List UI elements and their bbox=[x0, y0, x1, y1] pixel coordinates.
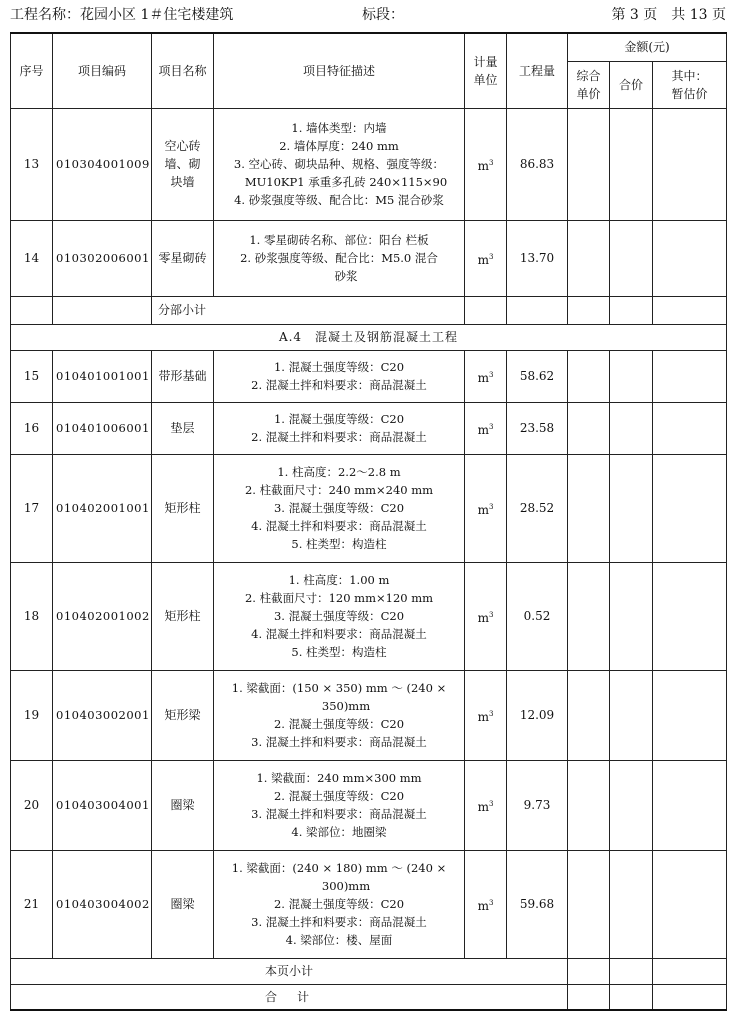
row-seq: 18 bbox=[11, 562, 53, 670]
desc-line: 1. 梁截面：(150 × 350) mm ～ (240 × bbox=[231, 681, 447, 695]
unit-text: m bbox=[477, 158, 489, 173]
row-desc bbox=[214, 562, 465, 670]
row-unit bbox=[465, 760, 507, 850]
header-total-price: 合价 bbox=[610, 61, 653, 108]
table-row bbox=[11, 760, 727, 850]
row-code: 010401006001 bbox=[53, 402, 152, 454]
desc-line: 1. 梁截面：240 mm×300 mm bbox=[256, 771, 422, 785]
row-unit bbox=[465, 670, 507, 760]
unit-sup: 3 bbox=[488, 709, 494, 718]
desc-line: 2. 混凝土拌和料要求：商品混凝土 bbox=[251, 430, 427, 444]
unit-text: m bbox=[477, 898, 489, 913]
row-qty: 13.70 bbox=[507, 220, 568, 296]
section-label: 标段： bbox=[362, 7, 404, 23]
row-provisional bbox=[653, 562, 727, 670]
row-total-price bbox=[610, 402, 653, 454]
unit-sup: 3 bbox=[488, 898, 494, 907]
row-qty: 28.52 bbox=[507, 454, 568, 562]
grand-total-row bbox=[11, 984, 727, 1010]
header-unit-price-line1: 综合 bbox=[576, 68, 601, 83]
desc-line: 3. 混凝土强度等级：C20 bbox=[273, 501, 405, 515]
unit-sup: 3 bbox=[488, 610, 494, 619]
row-provisional bbox=[653, 350, 727, 402]
row-provisional bbox=[653, 454, 727, 562]
row-code: 010403004001 bbox=[53, 760, 152, 850]
row-name: 圈梁 bbox=[152, 760, 214, 850]
page-indicator bbox=[611, 4, 726, 26]
desc-line: 砂浆 bbox=[334, 269, 358, 283]
desc-line: 4. 梁部位：地圈梁 bbox=[291, 825, 387, 839]
row-total-price bbox=[610, 670, 653, 760]
unit-text: m bbox=[477, 370, 489, 385]
row-unit bbox=[465, 402, 507, 454]
row-unit bbox=[465, 850, 507, 958]
row-unit bbox=[465, 454, 507, 562]
header-provisional-line1: 其中： bbox=[671, 68, 708, 83]
desc-line: 4. 梁部位：楼、屋面 bbox=[285, 933, 393, 947]
header-unit-price bbox=[568, 61, 610, 108]
row-total-price bbox=[610, 350, 653, 402]
row-unit-price bbox=[568, 108, 610, 220]
grand-total-label: 合 计 bbox=[11, 984, 568, 1010]
row-total-price bbox=[610, 850, 653, 958]
row-code: 010302006001 bbox=[53, 220, 152, 296]
row-qty: 23.58 bbox=[507, 402, 568, 454]
header-provisional bbox=[653, 61, 727, 108]
desc-line: 3. 混凝土强度等级：C20 bbox=[273, 609, 405, 623]
header-amount: 金额(元) bbox=[568, 33, 727, 61]
row-code: 010403004002 bbox=[53, 850, 152, 958]
row-unit bbox=[465, 220, 507, 296]
desc-line: 4. 混凝土拌和料要求：商品混凝土 bbox=[251, 519, 427, 533]
desc-line: 350)mm bbox=[321, 699, 371, 713]
desc-line: 300)mm bbox=[321, 879, 371, 893]
page-number: 第 3 页 bbox=[611, 7, 658, 23]
unit-sup: 3 bbox=[488, 252, 494, 261]
project-name: 工程名称：花园小区 1＃住宅楼建筑 bbox=[10, 7, 234, 23]
subtotal-row bbox=[11, 296, 727, 324]
table-row bbox=[11, 562, 727, 670]
row-provisional bbox=[653, 108, 727, 220]
row-desc bbox=[214, 108, 465, 220]
table-row bbox=[11, 108, 727, 220]
row-name-line: 块墙 bbox=[170, 175, 195, 189]
row-code: 010402001001 bbox=[53, 454, 152, 562]
row-unit bbox=[465, 108, 507, 220]
row-qty: 12.09 bbox=[507, 670, 568, 760]
header-code: 项目编码 bbox=[53, 33, 152, 108]
subtotal-label: 分部小计 bbox=[152, 296, 465, 324]
row-unit-price bbox=[568, 562, 610, 670]
table-row bbox=[11, 350, 727, 402]
row-name bbox=[152, 108, 214, 220]
unit-text: m bbox=[477, 422, 489, 437]
unit-sup: 3 bbox=[488, 799, 494, 808]
empty-cell bbox=[53, 296, 152, 324]
empty-cell bbox=[653, 296, 727, 324]
empty-cell bbox=[11, 296, 53, 324]
desc-line: 1. 梁截面：(240 × 180) mm ～ (240 × bbox=[231, 861, 447, 875]
header-qty: 工程量 bbox=[507, 33, 568, 108]
row-unit bbox=[465, 562, 507, 670]
row-unit-price bbox=[568, 850, 610, 958]
desc-line: 2. 混凝土强度等级：C20 bbox=[273, 789, 405, 803]
unit-text: m bbox=[477, 799, 489, 814]
row-qty: 59.68 bbox=[507, 850, 568, 958]
row-desc bbox=[214, 760, 465, 850]
row-name: 矩形柱 bbox=[152, 454, 214, 562]
row-desc bbox=[214, 402, 465, 454]
header-desc: 项目特征描述 bbox=[214, 33, 465, 108]
desc-line: 2. 柱截面尺寸：120 mm×120 mm bbox=[244, 591, 434, 605]
row-name: 圈梁 bbox=[152, 850, 214, 958]
row-seq: 21 bbox=[11, 850, 53, 958]
desc-line: 4. 混凝土拌和料要求：商品混凝土 bbox=[251, 627, 427, 641]
row-code: 010403002001 bbox=[53, 670, 152, 760]
empty-cell bbox=[568, 958, 610, 984]
row-seq: 16 bbox=[11, 402, 53, 454]
empty-cell bbox=[653, 958, 727, 984]
unit-sup: 3 bbox=[488, 502, 494, 511]
row-unit bbox=[465, 350, 507, 402]
section-title: A.4 混凝土及钢筋混凝土工程 bbox=[11, 324, 727, 350]
empty-cell bbox=[568, 984, 610, 1010]
row-provisional bbox=[653, 402, 727, 454]
desc-line: 1. 零星砌砖名称、部位：阳台 栏板 bbox=[249, 233, 429, 247]
empty-cell bbox=[610, 958, 653, 984]
header-unit-line2: 单位 bbox=[473, 72, 498, 87]
row-desc bbox=[214, 850, 465, 958]
header-unit-price-line2: 单价 bbox=[576, 86, 601, 101]
row-name: 零星砌砖 bbox=[152, 220, 214, 296]
row-name-line: 墙、砌 bbox=[164, 157, 201, 171]
desc-line: 2. 墙体厚度：240 mm bbox=[279, 139, 399, 153]
table-row bbox=[11, 220, 727, 296]
row-name: 垫层 bbox=[152, 402, 214, 454]
row-qty: 58.62 bbox=[507, 350, 568, 402]
unit-sup: 3 bbox=[488, 370, 494, 379]
row-total-price bbox=[610, 760, 653, 850]
desc-line: MU10KP1 承重多孔砖 240×115×90 bbox=[244, 175, 448, 189]
unit-text: m bbox=[477, 252, 489, 267]
header-seq: 序号 bbox=[11, 33, 53, 108]
bill-of-quantities-table bbox=[10, 32, 727, 1011]
desc-line: 2. 柱截面尺寸：240 mm×240 mm bbox=[244, 483, 434, 497]
header-name: 项目名称 bbox=[152, 33, 214, 108]
row-seq: 17 bbox=[11, 454, 53, 562]
row-code: 010401001001 bbox=[53, 350, 152, 402]
desc-line: 3. 混凝土拌和料要求：商品混凝土 bbox=[251, 807, 427, 821]
desc-line: 2. 混凝土强度等级：C20 bbox=[273, 717, 405, 731]
row-name: 矩形柱 bbox=[152, 562, 214, 670]
empty-cell bbox=[610, 984, 653, 1010]
empty-cell bbox=[465, 296, 507, 324]
row-name: 带形基础 bbox=[152, 350, 214, 402]
desc-line: 3. 混凝土拌和料要求：商品混凝土 bbox=[251, 915, 427, 929]
row-provisional bbox=[653, 850, 727, 958]
row-unit-price bbox=[568, 402, 610, 454]
row-seq: 15 bbox=[11, 350, 53, 402]
page-subtotal-row bbox=[11, 958, 727, 984]
row-name-line: 空心砖 bbox=[164, 139, 201, 153]
row-seq: 14 bbox=[11, 220, 53, 296]
row-total-price bbox=[610, 220, 653, 296]
row-unit-price bbox=[568, 454, 610, 562]
section-row bbox=[11, 324, 727, 350]
table-row bbox=[11, 402, 727, 454]
row-seq: 13 bbox=[11, 108, 53, 220]
unit-sup: 3 bbox=[488, 158, 494, 167]
row-code: 010402001002 bbox=[53, 562, 152, 670]
desc-line: 2. 混凝土强度等级：C20 bbox=[273, 897, 405, 911]
unit-sup: 3 bbox=[488, 422, 494, 431]
row-desc bbox=[214, 220, 465, 296]
row-seq: 20 bbox=[11, 760, 53, 850]
row-total-price bbox=[610, 454, 653, 562]
desc-line: 1. 墙体类型：内墙 bbox=[291, 121, 387, 135]
desc-line: 1. 柱高度：2.2～2.8 m bbox=[277, 465, 401, 479]
row-total-price bbox=[610, 108, 653, 220]
row-desc bbox=[214, 454, 465, 562]
empty-cell bbox=[610, 296, 653, 324]
desc-line: 3. 混凝土拌和料要求：商品混凝土 bbox=[251, 735, 427, 749]
header-unit-line1: 计量 bbox=[473, 54, 498, 69]
desc-line: 1. 混凝土强度等级：C20 bbox=[273, 412, 405, 426]
row-desc bbox=[214, 670, 465, 760]
row-name: 矩形梁 bbox=[152, 670, 214, 760]
desc-line: 4. 砂浆强度等级、配合比：M5 混合砂浆 bbox=[234, 193, 444, 207]
page-total: 共 13 页 bbox=[671, 7, 726, 23]
row-unit-price bbox=[568, 760, 610, 850]
table-row bbox=[11, 670, 727, 760]
desc-line: 5. 柱类型：构造柱 bbox=[291, 645, 387, 659]
header-unit bbox=[465, 33, 507, 108]
row-qty: 0.52 bbox=[507, 562, 568, 670]
row-qty: 9.73 bbox=[507, 760, 568, 850]
page-subtotal-label: 本页小计 bbox=[11, 958, 568, 984]
row-unit-price bbox=[568, 350, 610, 402]
row-seq: 19 bbox=[11, 670, 53, 760]
desc-line: 5. 柱类型：构造柱 bbox=[291, 537, 387, 551]
row-provisional bbox=[653, 760, 727, 850]
desc-line: 2. 砂浆强度等级、配合比：M5.0 混合 bbox=[240, 251, 438, 265]
row-desc bbox=[214, 350, 465, 402]
unit-text: m bbox=[477, 610, 489, 625]
desc-line: 2. 混凝土拌和料要求：商品混凝土 bbox=[251, 378, 427, 392]
row-provisional bbox=[653, 670, 727, 760]
row-unit-price bbox=[568, 670, 610, 760]
table-row bbox=[11, 454, 727, 562]
row-qty: 86.83 bbox=[507, 108, 568, 220]
desc-line: 1. 混凝土强度等级：C20 bbox=[273, 360, 405, 374]
row-total-price bbox=[610, 562, 653, 670]
row-unit-price bbox=[568, 220, 610, 296]
empty-cell bbox=[653, 984, 727, 1010]
desc-line: 1. 柱高度：1.00 m bbox=[288, 573, 390, 587]
desc-line: 3. 空心砖、砌块品种、规格、强度等级： bbox=[233, 157, 445, 171]
page-header bbox=[10, 4, 726, 26]
unit-text: m bbox=[477, 709, 489, 724]
header-provisional-line2: 暂估价 bbox=[671, 86, 708, 101]
table-row bbox=[11, 850, 727, 958]
row-code: 010304001009 bbox=[53, 108, 152, 220]
unit-text: m bbox=[477, 502, 489, 517]
empty-cell bbox=[568, 296, 610, 324]
empty-cell bbox=[507, 296, 568, 324]
row-provisional bbox=[653, 220, 727, 296]
